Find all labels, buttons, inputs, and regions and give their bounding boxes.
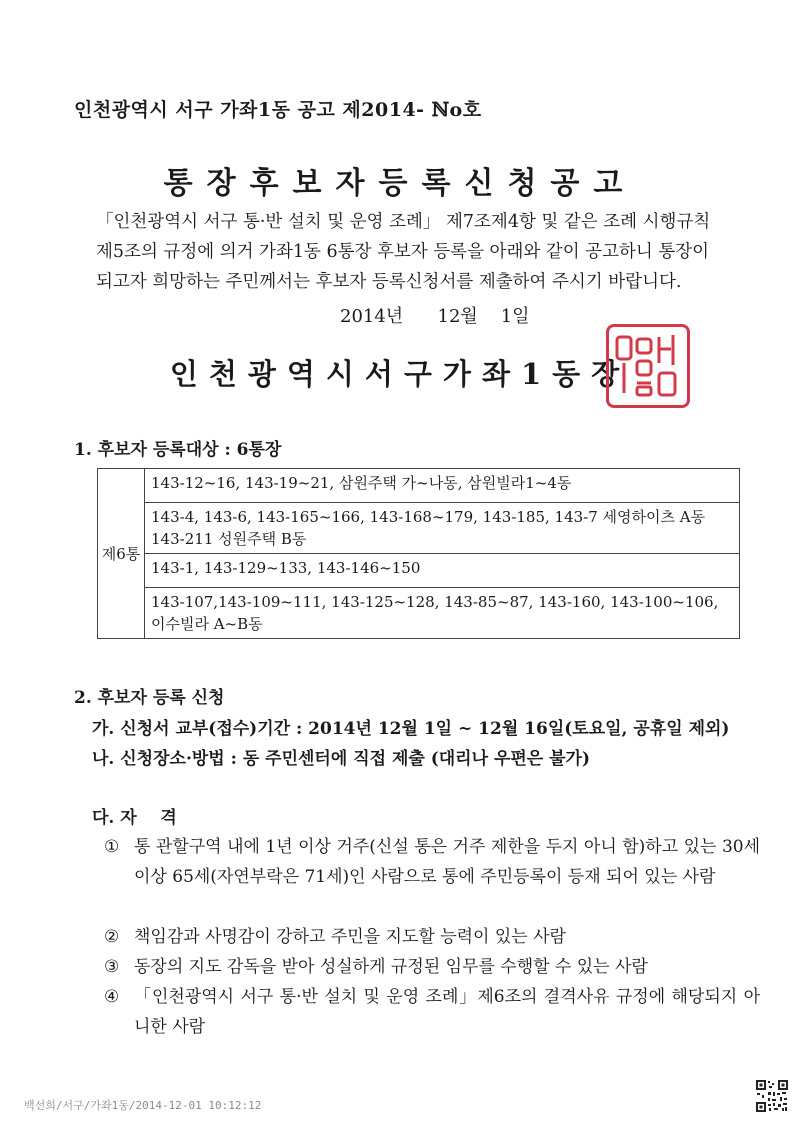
item-number: ② <box>104 927 120 947</box>
tong-label: 제6통 <box>98 469 145 639</box>
area-cell: 143-12~16, 143-19~21, 삼원주택 가~나동, 삼원빌라1~4동 <box>145 469 740 503</box>
item-number: ① <box>104 837 120 857</box>
item-text: 「인천광역시 서구 통·반 설치 및 운영 조례」제6조의 결격사유 규정에 해당되지 아니한 사람 <box>134 987 760 1037</box>
qr-graphic <box>756 1080 788 1112</box>
qr-code-icon <box>756 1080 788 1112</box>
table-row <box>98 554 740 588</box>
section2-heading: 2. 후보자 등록 신청 <box>74 688 225 708</box>
table-row <box>98 588 740 639</box>
intro-paragraph <box>96 207 756 297</box>
application-period: 가. 신청서 교부(접수)기간 : 2014년 12월 1일 ~ 12월 16일(토요일, 공휴일 제외) <box>92 719 730 739</box>
application-method: 나. 신청장소·방법 : 동 주민센터에 직접 제출 (대리나 우편은 불가) <box>92 749 591 769</box>
intro-line: 「인천광역시 서구 통·반 설치 및 운영 조례」 제7조제4항 및 같은 조례 시행규칙 <box>96 212 711 232</box>
intro-line: 제5조의 규정에 의거 가좌1동 6통장 후보자 등록을 아래와 같이 공고하니 통장이 <box>96 242 710 262</box>
issuer-name: 인천광역시서구가좌1동장 <box>169 357 631 391</box>
intro-line: 되고자 희망하는 주민께서는 후보자 등록신청서를 제출하여 주시기 바랍니다. <box>96 272 682 292</box>
area-cell: 143-1, 143-129~133, 143-146~150 <box>145 554 740 588</box>
item-text: 동장의 지도 감독을 받아 성실하게 규정된 임무를 수행할 수 있는 사람 <box>134 957 648 977</box>
tong-area-table <box>97 468 740 639</box>
table-row <box>98 469 740 503</box>
notice-date: 2014년 12월 1일 <box>340 306 530 327</box>
item-number: ④ <box>104 987 120 1007</box>
item-number: ③ <box>104 957 120 977</box>
area-cell: 143-107,143-109~111, 143-125~128, 143-85~87, 143-160, 143-100~106, 이수빌라 A~B동 <box>145 588 740 639</box>
item-text: 책임감과 사명감이 강하고 주민을 지도할 능력이 있는 사람 <box>134 927 566 947</box>
seal-graphic <box>609 327 687 405</box>
area-cell: 143-4, 143-6, 143-165~166, 143-168~179, 143-185, 143-7 세영하이츠 A동 143-211 성원주택 B동 <box>145 503 740 554</box>
section1-heading: 1. 후보자 등록대상 : 6통장 <box>74 440 282 460</box>
notice-number: 인천광역시 서구 가좌1동 공고 제2014- ℕo호 <box>74 99 482 121</box>
page-title: 통장후보자등록신청공고 <box>163 166 637 201</box>
table-row <box>98 503 740 554</box>
item-text: 통 관할구역 내에 1년 이상 거주(신설 통은 거주 제한을 두지 아니 함)하고 있는 30세 이상 65세(자연부락은 71세)인 사람으로 통에 주민등록이 등재 되어 있는 사람 <box>134 837 760 887</box>
official-seal-icon <box>606 324 690 408</box>
print-stamp: 백선희/서구/가좌1동/2014-12-01 10:12:12 <box>24 1099 262 1112</box>
qualification-heading: 다. 자 격 <box>92 808 177 828</box>
